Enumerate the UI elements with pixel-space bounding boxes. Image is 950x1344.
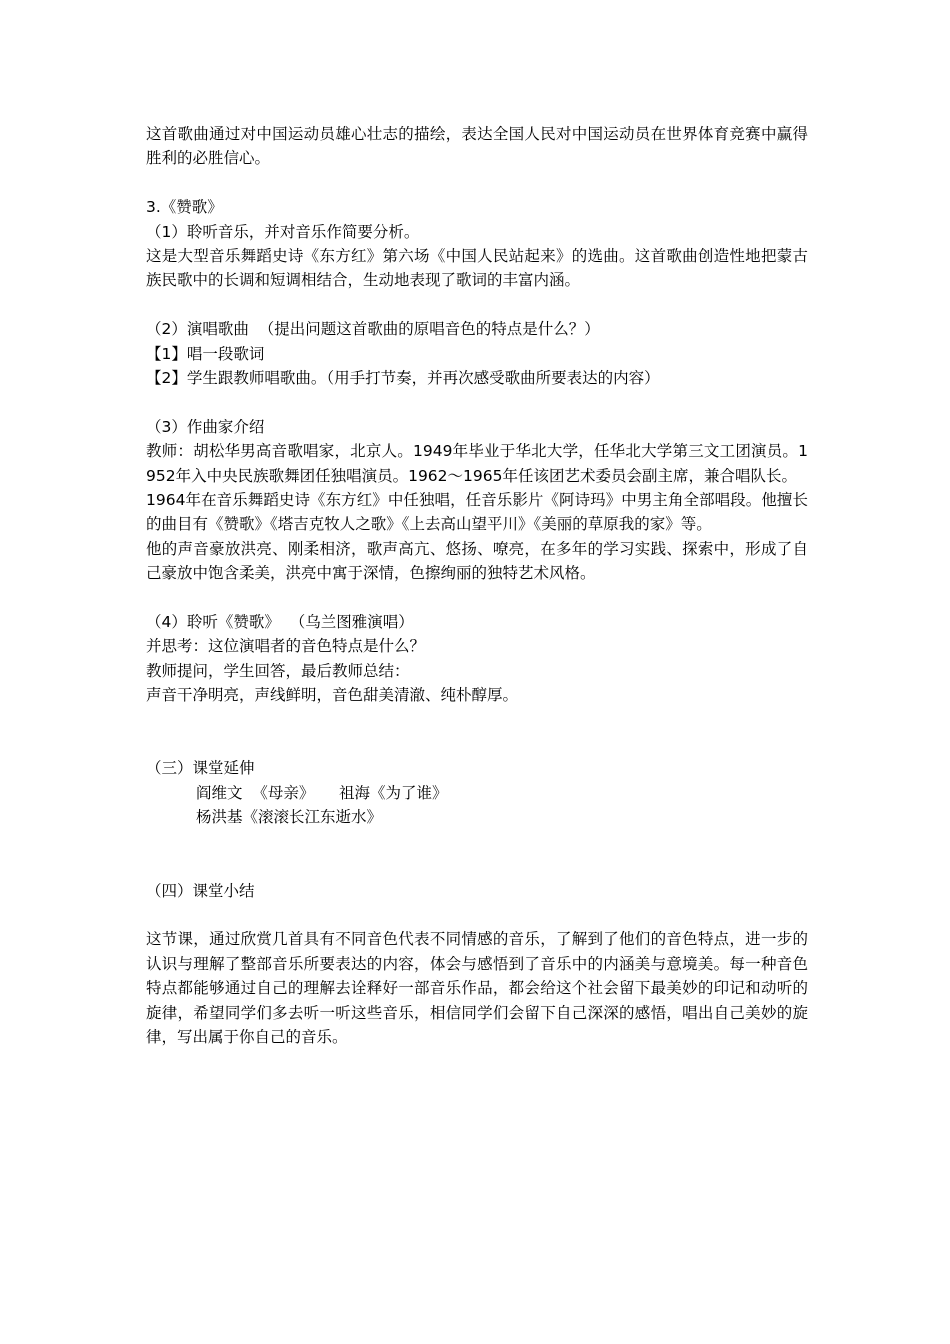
section-3-3-heading: （3）作曲家介绍 — [146, 417, 265, 436]
extension-line-1: 阎维文 《母亲》 祖海《为了谁》 — [196, 783, 448, 802]
spacer — [146, 171, 808, 195]
summary-body: 这节课，通过欣赏几首具有不同音色代表不同情感的音乐，了解到了他们的音色特点，进一步的认识与理解了整部音乐所要表达的内容，体会与感悟到了音乐中的内涵美与意境美。每一种音色特点都能够通过自己的理解去诠释好一部音乐作品，都会给这个社会留下最美妙的印记和动听的旋律，希望同学们多去听一听这些音乐，相信同学们会留下自己深深的感悟，唱出自己美妙的旋律，写出属于你自己的音乐。 — [146, 930, 808, 1046]
section-3-2-heading: （2）演唱歌曲 （提出问题这首歌曲的原唱音色的特点是什么？） — [146, 320, 600, 339]
spacer — [146, 586, 808, 610]
section-3-1-body: 这是大型音乐舞蹈史诗《东方红》第六场《中国人民站起来》的选曲。这首歌曲创造性地把蒙古族民歌中的长调和短调相结合，生动地表现了歌词的丰富内涵。 — [146, 247, 808, 290]
section-3-4-heading: （4）聆听《赞歌》 （乌兰图雅演唱） — [146, 613, 414, 632]
spacer — [146, 830, 808, 879]
extension-line-2: 杨洪基《滚滚长江东逝水》 — [196, 808, 383, 827]
section-3-3-body-3: 他的声音豪放洪亮、刚柔相济，歌声高亢、悠扬、嘹亮，在多年的学习实践、探索中，形成了自己豪放中饱含柔美，洪亮中寓于深情，色擦绚丽的独特艺术风格。 — [146, 539, 808, 583]
section-3-2-item-2: 【2】学生跟教师唱歌曲。（用手打节奏，并再次感受歌曲所要表达的内容） — [146, 369, 660, 388]
section-3-4-answer: 教师提问，学生回答，最后教师总结： — [146, 661, 410, 680]
section-3-title: 3.《赞歌》 — [146, 198, 223, 217]
section-3-4-question: 并思考：这位演唱者的音色特点是什么？ — [146, 637, 426, 656]
section-3-2-item-1: 【1】唱一段歌词 — [146, 344, 265, 363]
summary-title: （四）课堂小结 — [146, 881, 255, 900]
spacer — [146, 708, 808, 757]
spacer — [146, 293, 808, 317]
section-3-1-heading: （1）聆听音乐，并对音乐作简要分析。 — [146, 222, 420, 241]
spacer — [146, 903, 808, 927]
section-3-4-summary: 声音干净明亮，声线鲜明，音色甜美清澈、纯朴醇厚。 — [146, 686, 519, 705]
intro-paragraph: 这首歌曲通过对中国运动员雄心壮志的描绘，表达全国人民对中国运动员在世界体育竞赛中赢得胜利的必胜信心。 — [146, 125, 808, 168]
section-3-3-body-1: 教师：胡松华男高音歌唱家，北京人。1949年毕业于华北大学，任华北大学第三文工团演员。1952年入中央民族歌舞团任独唱演员。1962～1965年任该团艺术委员会副主席，兼合唱队长。 — [146, 442, 808, 485]
section-3-3-body-2: 1964年在音乐舞蹈史诗《东方红》中任独唱，任音乐影片《阿诗玛》中男主角全部唱段。他擅长的曲目有《赞歌》《塔吉克牧人之歌》《上去高山望平川》《美丽的草原我的家》等。 — [146, 491, 808, 534]
extension-title: （三）课堂延伸 — [146, 759, 255, 778]
document-page — [146, 122, 808, 1049]
spacer — [146, 390, 808, 414]
